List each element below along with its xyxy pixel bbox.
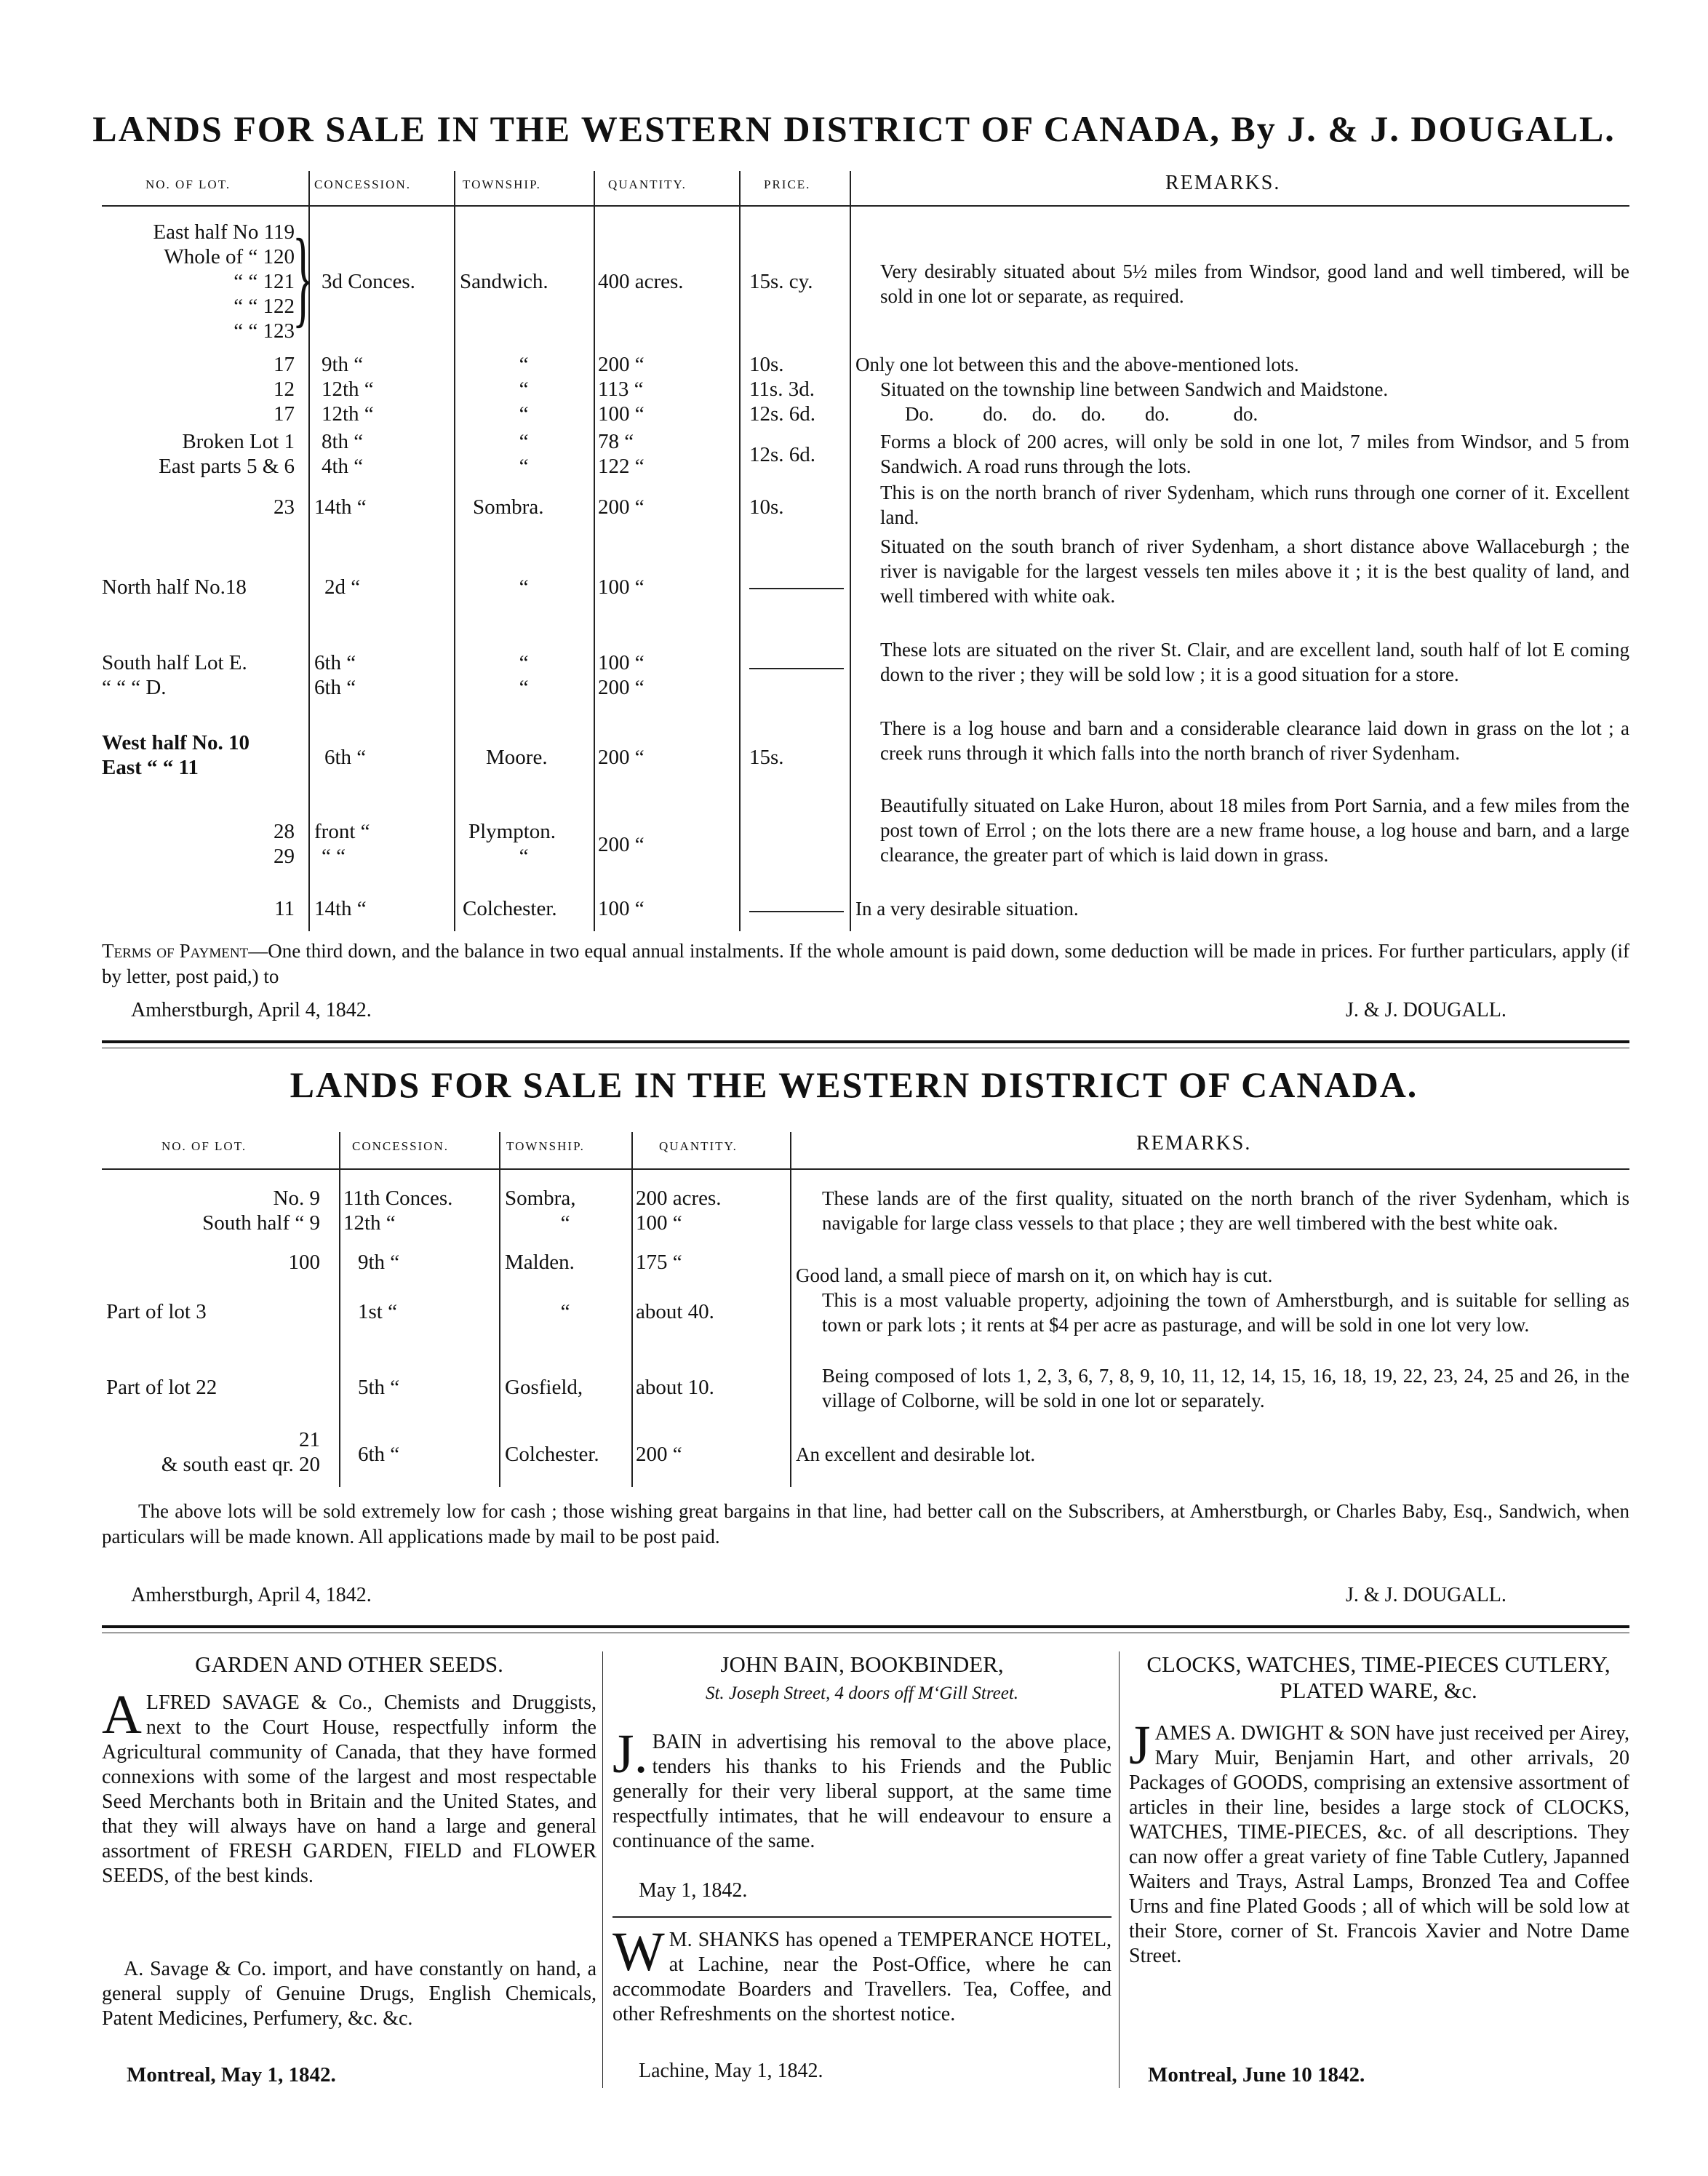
ad1-township: “ bbox=[519, 353, 529, 376]
ad1-quantity: 100 “ bbox=[598, 897, 645, 920]
ad2-header-rule bbox=[102, 1168, 1629, 1170]
ad2-quantity: 175 “ bbox=[636, 1251, 682, 1274]
ad1-remark: In a very desirable situation. bbox=[855, 898, 1079, 920]
ad1-concession: 14th “ bbox=[314, 495, 367, 519]
ad1-col-divider bbox=[850, 171, 851, 931]
ad2-col-divider bbox=[790, 1132, 791, 1487]
seeds-body: ALFRED SAVAGE & Co., Chemists and Druggists, next to the Court House, respectfully inform the Agricultural community of Canada, that they have formed connexions with some of the largest and most respectable Seed Merchants both in Britain and the United States, and that they will always have on hand a large and general assortment of FRESH GARDEN, FIELD and FLOWER SEEDS, of the best kinds. bbox=[102, 1684, 596, 1887]
ad2-township: Sombra, bbox=[505, 1187, 576, 1210]
ad1-quantity: 78 “ bbox=[598, 430, 634, 453]
bookbinder-body: J. BAIN in advertising his removal to the above place, tenders his thanks to his Friends and the Public generally for their very liberal support, at the same time respectfully intimates, that he will endeavour to ensure a continuance of the same. bbox=[612, 1723, 1112, 1852]
ad2-concession: 11th Conces. bbox=[343, 1187, 453, 1210]
bookbinder-address: St. Joseph Street, 4 doors off M‘Gill Street. bbox=[705, 1683, 1019, 1703]
ad2-concession: 12th “ bbox=[343, 1211, 396, 1235]
ad1-lot: Broken Lot 1 bbox=[182, 430, 295, 453]
ad1-quantity: 122 “ bbox=[598, 455, 645, 478]
ad1-remark: These lots are situated on the river St. Clair, and are excellent land, south half of lot E coming down to the river ; they will be sold low ; it is a good situation for a store. bbox=[880, 639, 1629, 685]
ad1-remark: Situated on the south branch of river Sydenham, a short distance above Wallaceburgh ; the river is navigable for the largest vessels ten miles above it ; it is the best quality of land, and well timbered with white oak. bbox=[880, 535, 1629, 607]
seeds-dateline: Montreal, May 1, 1842. bbox=[127, 2063, 336, 2087]
ad1-lot: “ “ 122 bbox=[234, 295, 295, 318]
ad1-price: 10s. bbox=[749, 495, 784, 519]
price-dash bbox=[749, 588, 844, 589]
ad1-lot: East half No 119 bbox=[153, 220, 295, 244]
ad1-lot: 11 bbox=[274, 897, 295, 920]
ad1-township: Sombra. bbox=[473, 495, 544, 519]
ad2-township: Gosfield, bbox=[505, 1376, 583, 1399]
hotel-dateline: Lachine, May 1, 1842. bbox=[639, 2060, 823, 2082]
ad1-quantity: 200 “ bbox=[598, 495, 645, 519]
ad2-header-township: TOWNSHIP. bbox=[506, 1139, 585, 1153]
dropcap: A bbox=[102, 1684, 142, 1745]
ad1-township: “ bbox=[519, 676, 529, 699]
ad1-header-township: TOWNSHIP. bbox=[463, 178, 541, 191]
bookbinder-dateline: May 1, 1842. bbox=[639, 1879, 748, 1902]
ad2-lot: South half “ 9 bbox=[202, 1211, 320, 1235]
section-rule bbox=[102, 1625, 1629, 1628]
ad1-township: “ bbox=[519, 651, 529, 674]
ad2-quantity: 200 acres. bbox=[636, 1187, 722, 1210]
ad1-township: “ bbox=[519, 845, 529, 868]
ad2-lot: Part of lot 22 bbox=[106, 1376, 218, 1399]
ad2-title: LANDS FOR SALE IN THE WESTERN DISTRICT OF CANADA. bbox=[290, 1064, 1418, 1105]
ad2-lot: 21 bbox=[299, 1428, 320, 1451]
ad1-concession: 6th “ bbox=[324, 746, 367, 769]
ad2-lot: Part of lot 3 bbox=[106, 1300, 207, 1323]
ad1-concession: 4th “ bbox=[322, 455, 364, 478]
ad1-concession: 12th “ bbox=[322, 378, 374, 401]
ad1-header-concession: CONCESSION. bbox=[314, 178, 411, 191]
terms-text: —One third down, and the balance in two equal annual instalments. If the whole amount is paid down, some deduction will be made in prices. For further particulars, apply (if by letter, post paid,) to bbox=[102, 940, 1629, 987]
ad1-lot: 23 bbox=[274, 495, 295, 519]
ad1-lot: 12 bbox=[274, 378, 295, 401]
ad1-title: LANDS FOR SALE IN THE WESTERN DISTRICT OF CANADA, By J. & J. DOUGALL. bbox=[92, 108, 1616, 149]
ad1-header-lot: NO. OF LOT. bbox=[145, 178, 231, 191]
ad1-price: 15s. bbox=[749, 746, 784, 769]
ad1-concession: 14th “ bbox=[314, 897, 367, 920]
ad1-remark: Do. do. do. do. do. do. bbox=[905, 403, 1258, 425]
ad2-township: “ bbox=[560, 1300, 570, 1323]
ad1-township: “ bbox=[519, 378, 529, 401]
ad2-quantity: 100 “ bbox=[636, 1211, 682, 1235]
ad1-terms bbox=[102, 938, 1629, 989]
ad1-remark: Only one lot between this and the above-mentioned lots. bbox=[855, 354, 1299, 375]
ad2-township: “ bbox=[560, 1211, 570, 1235]
ad1-remark: This is on the north branch of river Sydenham, which runs through one corner of it. Excellent land. bbox=[880, 482, 1629, 528]
ad1-remark: Very desirably situated about 5½ miles from Windsor, good land and well timbered, will be sold in one lot or separate, as required. bbox=[880, 260, 1629, 307]
hotel-body: W M. SHANKS has opened a TEMPERANCE HOTEL, at Lachine, near the Post-Office, where he can accommodate Boarders and Travellers. Tea, Coffee, and other Refreshments on the shortest notice. bbox=[612, 1921, 1112, 2025]
price-dash bbox=[749, 668, 844, 669]
ad2-concession: 1st “ bbox=[358, 1300, 397, 1323]
price-dash bbox=[749, 911, 844, 912]
ad1-township: Moore. bbox=[486, 746, 548, 769]
ad1-township: “ bbox=[519, 575, 529, 599]
ad2-quantity: 200 “ bbox=[636, 1443, 682, 1466]
ad2-header-lot: NO. OF LOT. bbox=[161, 1139, 247, 1153]
ad1-lot: East parts 5 & 6 bbox=[159, 455, 295, 478]
brace-mark: } bbox=[292, 217, 314, 338]
ad1-header-price: PRICE. bbox=[764, 178, 811, 191]
ad1-township: Colchester. bbox=[463, 897, 557, 920]
ad2-signature: J. & J. DOUGALL. bbox=[1346, 1584, 1507, 1606]
ad1-township: “ bbox=[519, 455, 529, 478]
ad1-signature: J. & J. DOUGALL. bbox=[1346, 999, 1507, 1021]
ad1-concession: front “ bbox=[314, 820, 370, 843]
clocks-dateline: Montreal, June 10 1842. bbox=[1148, 2063, 1365, 2087]
ad1-dateline: Amherstburgh, April 4, 1842. bbox=[131, 999, 372, 1021]
ad2-remark: Good land, a small piece of marsh on it, on which hay is cut. bbox=[796, 1264, 1273, 1286]
ad1-concession: 3d Conces. bbox=[322, 270, 415, 293]
ad1-header-rule bbox=[102, 205, 1629, 207]
ad2-lot: & south east qr. 20 bbox=[161, 1453, 320, 1476]
ad2-remark: This is a most valuable property, adjoining the town of Amherstburgh, and is suitable for selling as town or park lots ; it rents at $4 per acre as pasturage, and will be sold in one lot very low. bbox=[822, 1289, 1629, 1336]
seeds-heading: GARDEN AND OTHER SEEDS. bbox=[195, 1651, 503, 1677]
ad1-lot: Whole of “ 120 bbox=[164, 245, 295, 268]
ad1-header-remarks: REMARKS. bbox=[1165, 172, 1281, 194]
ad1-price: 15s. cy. bbox=[749, 270, 813, 293]
ad1-concession: 9th “ bbox=[322, 353, 364, 376]
ad1-price: 10s. bbox=[749, 353, 784, 376]
ad1-lot: “ “ 123 bbox=[234, 319, 295, 343]
ad2-header-concession: CONCESSION. bbox=[352, 1139, 449, 1153]
ad1-price: 12s. 6d. bbox=[749, 402, 816, 426]
ad1-concession: “ “ bbox=[322, 845, 346, 868]
dropcap: W bbox=[612, 1921, 665, 1982]
ad1-quantity: 200 “ bbox=[598, 353, 645, 376]
ad1-quantity: 200 “ bbox=[598, 676, 645, 699]
ad1-lot: “ “ 121 bbox=[234, 270, 295, 293]
ad1-concession: 12th “ bbox=[322, 402, 374, 426]
ad2-col-divider bbox=[339, 1132, 340, 1487]
ad1-quantity: 100 “ bbox=[598, 651, 645, 674]
ad1-quantity: 100 “ bbox=[598, 402, 645, 426]
ad1-quantity: 113 “ bbox=[598, 378, 644, 401]
ad2-concession: 9th “ bbox=[358, 1251, 400, 1274]
ad2-concession: 5th “ bbox=[358, 1376, 400, 1399]
ad2-quantity: about 10. bbox=[636, 1376, 714, 1399]
column-divider bbox=[602, 1651, 603, 2088]
column-divider bbox=[1119, 1651, 1120, 2088]
ad1-remark: Forms a block of 200 acres, will only be sold in one lot, 7 miles from Windsor, and 5 from Sandwich. A road runs through the lots. bbox=[880, 431, 1629, 477]
ad2-township: Malden. bbox=[505, 1251, 575, 1274]
ad2-concession: 6th “ bbox=[358, 1443, 400, 1466]
ad1-lot: 17 bbox=[274, 353, 295, 376]
dropcap: J bbox=[1129, 1715, 1151, 1776]
clocks-body: JAMES A. DWIGHT & SON have just received per Airey, Mary Muir, Benjamin Hart, and other arrivals, 20 Packages of GOODS, comprising an extensive assortment of articles in their line, besides a large stock of CLOCKS, WATCHES, TIME-PIECES, &c. of all descriptions. They can now offer a great variety of fine Table Cutlery, Japanned Waiters and Trays, Astral Lamps, Bronzed Tea and Coffee Urns and fine Plated Goods ; all of which will be sold low at their Store, corner of St. Francois Xavier and Notre Dame Street. bbox=[1129, 1715, 1629, 1967]
ad1-remark: Situated on the township line between Sandwich and Maidstone. bbox=[880, 378, 1389, 400]
ad2-lot: 100 bbox=[288, 1251, 320, 1274]
ad2-remark: An excellent and desirable lot. bbox=[796, 1443, 1036, 1465]
terms-label: Terms of Payment bbox=[102, 940, 249, 962]
ad1-price: 11s. 3d. bbox=[749, 378, 815, 401]
ad1-quantity: 200 “ bbox=[598, 746, 645, 769]
ad1-remark: There is a log house and barn and a considerable clearance laid down in grass on the lot ; a creek runs through it which falls into the north branch of river Sydenham. bbox=[880, 717, 1629, 764]
ad1-col-divider bbox=[594, 171, 595, 931]
ad1-lot: South half Lot E. bbox=[102, 651, 247, 674]
ad1-township: “ bbox=[519, 430, 529, 453]
ad1-township: Plympton. bbox=[468, 820, 556, 843]
ad1-col-divider bbox=[454, 171, 455, 931]
ad2-remark: These lands are of the first quality, situated on the north branch of the river Sydenham, which is navigable for large class vessels to that place ; they are well timbered with the best white oak. bbox=[822, 1187, 1629, 1234]
section-rule bbox=[102, 1040, 1629, 1043]
ad1-quantity: 400 acres. bbox=[598, 270, 684, 293]
ad2-col-divider bbox=[631, 1132, 633, 1487]
dropcap: J. bbox=[612, 1723, 648, 1785]
ad2-notice: The above lots will be sold extremely low for cash ; those wishing great bargains in that line, had better call on the Subscribers, at Amherstburgh, or Charles Baby, Esq., Sandwich, when particulars will be made known. All applications made by mail to be post paid. bbox=[102, 1500, 1629, 1547]
ad1-price: 12s. 6d. bbox=[749, 443, 816, 466]
ad1-lot: 28 bbox=[274, 820, 295, 843]
clocks-heading: CLOCKS, WATCHES, TIME-PIECES CUTLERY, PLATED WARE, &c. bbox=[1146, 1651, 1611, 1703]
ad1-lot: 29 bbox=[274, 845, 295, 868]
ad1-township: Sandwich. bbox=[460, 270, 548, 293]
ad2-quantity: about 40. bbox=[636, 1300, 714, 1323]
ad1-concession: 6th “ bbox=[314, 651, 356, 674]
ad1-concession: 6th “ bbox=[314, 676, 356, 699]
ad1-lot: “ “ “ D. bbox=[102, 676, 167, 699]
ad2-lot: No. 9 bbox=[273, 1187, 320, 1210]
ad1-lot: 17 bbox=[274, 402, 295, 426]
ad2-header-quantity: QUANTITY. bbox=[659, 1139, 738, 1153]
column-rule bbox=[612, 1916, 1112, 1918]
seeds-body-2: A. Savage & Co. import, and have constantly on hand, a general supply of Genuine Drugs, English Chemicals, Patent Medicines, Perfumery, &c. &c. bbox=[102, 1958, 596, 2030]
ad2-dateline: Amherstburgh, April 4, 1842. bbox=[131, 1584, 372, 1606]
ad1-lot: East “ “ 11 bbox=[102, 756, 199, 779]
ad1-township: “ bbox=[519, 402, 529, 426]
ad1-concession: 2d “ bbox=[324, 575, 361, 599]
ad1-remark: Beautifully situated on Lake Huron, about 18 miles from Port Sarnia, and a few miles from the post town of Errol ; on the lots there are a new frame house, a log house and barn, and a large clearance, the greater part of which is laid down in grass. bbox=[880, 794, 1629, 866]
ad2-remark: Being composed of lots 1, 2, 3, 6, 7, 8, 9, 10, 11, 12, 14, 15, 16, 18, 19, 22, 23, 24, 25 and 26, in the village of Colborne, will be sold in one lot or separately. bbox=[822, 1365, 1629, 1411]
ad1-lot: West half No. 10 bbox=[102, 731, 250, 754]
ad1-quantity: 100 “ bbox=[598, 575, 645, 599]
ad1-col-divider bbox=[739, 171, 741, 931]
ad1-lot: North half No.18 bbox=[102, 575, 247, 599]
ad1-header-quantity: QUANTITY. bbox=[608, 178, 687, 191]
ad2-township: Colchester. bbox=[505, 1443, 599, 1466]
ad2-header-remarks: REMARKS. bbox=[1136, 1132, 1252, 1155]
bookbinder-heading: JOHN BAIN, BOOKBINDER, bbox=[720, 1651, 1004, 1677]
ad1-concession: 8th “ bbox=[322, 430, 364, 453]
ad1-quantity: 200 “ bbox=[598, 833, 645, 856]
